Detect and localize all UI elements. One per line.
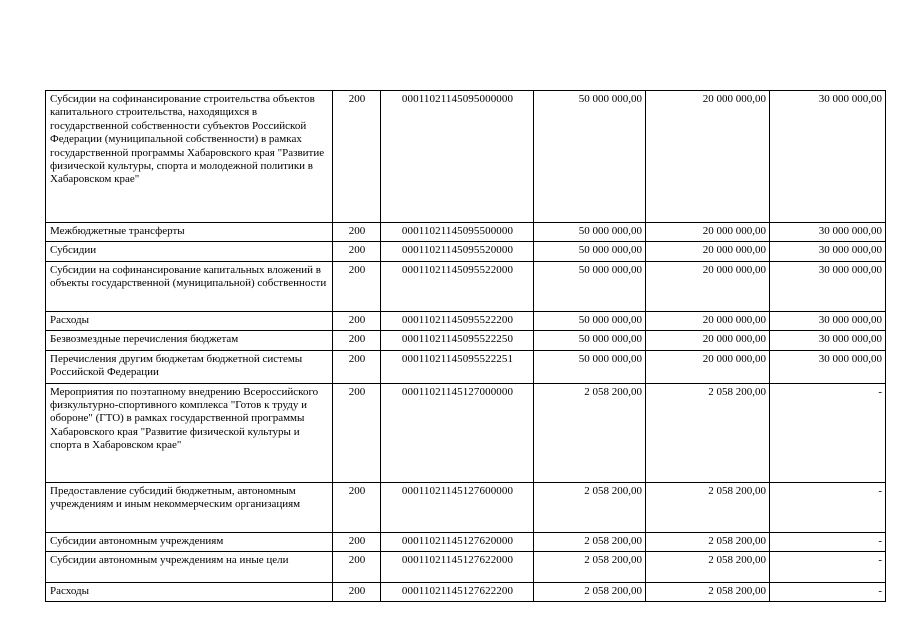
row-name-cell: Расходы: [46, 311, 333, 330]
table-row: [46, 552, 886, 583]
row-plan-cell: 50 000 000,00: [534, 311, 646, 330]
row-executed-cell: 20 000 000,00: [646, 331, 770, 350]
row-executed-cell: 2 058 200,00: [646, 552, 770, 583]
table-row: [46, 383, 886, 482]
row-name-cell: Расходы: [46, 583, 333, 602]
table-row: [46, 91, 886, 223]
row-name-cell: Субсидии на софинансирование капитальных вложений в объекты государственной (муниципальной) собственности: [46, 261, 333, 311]
row-executed-cell: 2 058 200,00: [646, 583, 770, 602]
row-kbk-cell: 00011021145095522200: [381, 311, 534, 330]
row-name-cell: Субсидии: [46, 242, 333, 261]
row-name-cell: Субсидии автономным учреждениям: [46, 532, 333, 551]
row-kbk-cell: 00011021145095522251: [381, 350, 534, 383]
table-row: [46, 482, 886, 532]
table-row: [46, 223, 886, 242]
row-kbk-cell: 00011021145095000000: [381, 91, 534, 223]
row-executed-cell: 2 058 200,00: [646, 482, 770, 532]
row-code-cell: 200: [333, 383, 381, 482]
row-plan-cell: 50 000 000,00: [534, 242, 646, 261]
row-name-cell: Мероприятия по поэтапному внедрению Всероссийского физкультурно-спортивного комплекса "Готов к труду и обороне" (ГТО) в рамках государственной программы Хабаровского края "Развитие физической культуры и спорта в Хабаровском крае": [46, 383, 333, 482]
row-code-cell: 200: [333, 532, 381, 551]
row-remaining-cell: -: [770, 383, 886, 482]
row-remaining-cell: 30 000 000,00: [770, 261, 886, 311]
row-remaining-cell: -: [770, 482, 886, 532]
row-executed-cell: 20 000 000,00: [646, 91, 770, 223]
row-code-cell: 200: [333, 350, 381, 383]
row-remaining-cell: -: [770, 583, 886, 602]
row-code-cell: 200: [333, 242, 381, 261]
row-kbk-cell: 00011021145127620000: [381, 532, 534, 551]
row-code-cell: 200: [333, 261, 381, 311]
row-plan-cell: 2 058 200,00: [534, 583, 646, 602]
row-executed-cell: 2 058 200,00: [646, 532, 770, 551]
row-executed-cell: 20 000 000,00: [646, 311, 770, 330]
row-name-cell: Безвозмездные перечисления бюджетам: [46, 331, 333, 350]
row-code-cell: 200: [333, 223, 381, 242]
row-kbk-cell: 00011021145095522250: [381, 331, 534, 350]
row-kbk-cell: 00011021145127000000: [381, 383, 534, 482]
row-name-cell: Субсидии на софинансирование строительства объектов капитального строительства, находящихся в государственной собственности субъектов Российской Федерации (муниципальной собственности) в рамках государственной программы Хабаровского края "Развитие физической культуры, спорта и молодежной политики в Хабаровском крае": [46, 91, 333, 223]
row-remaining-cell: 30 000 000,00: [770, 242, 886, 261]
row-code-cell: 200: [333, 583, 381, 602]
row-plan-cell: 2 058 200,00: [534, 482, 646, 532]
row-code-cell: 200: [333, 311, 381, 330]
row-plan-cell: 50 000 000,00: [534, 331, 646, 350]
table-row: [46, 583, 886, 602]
row-executed-cell: 20 000 000,00: [646, 261, 770, 311]
row-code-cell: 200: [333, 552, 381, 583]
row-code-cell: 200: [333, 91, 381, 223]
row-executed-cell: 20 000 000,00: [646, 242, 770, 261]
row-executed-cell: 20 000 000,00: [646, 223, 770, 242]
table-row: [46, 261, 886, 311]
table-row: [46, 532, 886, 551]
row-plan-cell: 50 000 000,00: [534, 261, 646, 311]
row-plan-cell: 50 000 000,00: [534, 223, 646, 242]
table-row: [46, 350, 886, 383]
row-kbk-cell: 00011021145127622200: [381, 583, 534, 602]
row-remaining-cell: 30 000 000,00: [770, 331, 886, 350]
row-name-cell: Перечисления другим бюджетам бюджетной системы Российской Федерации: [46, 350, 333, 383]
table-row: [46, 311, 886, 330]
budget-execution-table: [45, 90, 886, 602]
row-code-cell: 200: [333, 482, 381, 532]
row-name-cell: Межбюджетные трансферты: [46, 223, 333, 242]
row-remaining-cell: 30 000 000,00: [770, 311, 886, 330]
row-kbk-cell: 00011021145095520000: [381, 242, 534, 261]
row-remaining-cell: 30 000 000,00: [770, 223, 886, 242]
row-plan-cell: 50 000 000,00: [534, 350, 646, 383]
table-row: [46, 242, 886, 261]
row-code-cell: 200: [333, 331, 381, 350]
row-remaining-cell: 30 000 000,00: [770, 91, 886, 223]
row-kbk-cell: 00011021145127622000: [381, 552, 534, 583]
row-name-cell: Субсидии автономным учреждениям на иные цели: [46, 552, 333, 583]
row-remaining-cell: -: [770, 532, 886, 551]
row-kbk-cell: 00011021145127600000: [381, 482, 534, 532]
table-row: [46, 331, 886, 350]
row-name-cell: Предоставление субсидий бюджетным, автономным учреждениям и иным некоммерческим организациям: [46, 482, 333, 532]
row-executed-cell: 2 058 200,00: [646, 383, 770, 482]
row-plan-cell: 50 000 000,00: [534, 91, 646, 223]
row-kbk-cell: 00011021145095500000: [381, 223, 534, 242]
row-plan-cell: 2 058 200,00: [534, 532, 646, 551]
row-plan-cell: 2 058 200,00: [534, 383, 646, 482]
row-plan-cell: 2 058 200,00: [534, 552, 646, 583]
row-remaining-cell: 30 000 000,00: [770, 350, 886, 383]
row-remaining-cell: -: [770, 552, 886, 583]
row-kbk-cell: 00011021145095522000: [381, 261, 534, 311]
row-executed-cell: 20 000 000,00: [646, 350, 770, 383]
